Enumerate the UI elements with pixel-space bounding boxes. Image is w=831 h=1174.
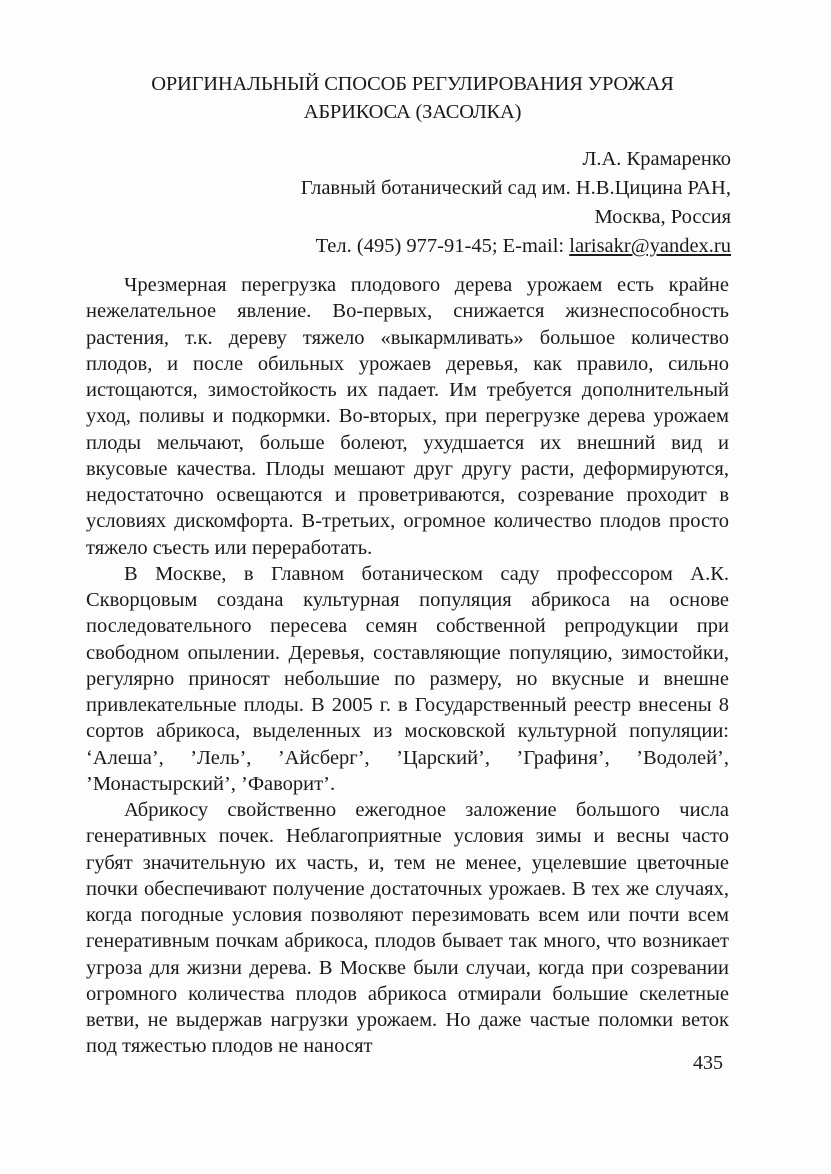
paragraph: Чрезмерная перегрузка плодового дерева урожаем есть крайне нежелательное явление. Во-первых, снижается жизнеспособность растения, т.к. дереву тяжело «выкармливать» большое количество плодов, и после обильных урожаев деревья, как правило, сильно истощаются, зимостойкость их падает. Им требуется дополнительный уход, поливы и подкормки. Во-вторых, при перегрузке дерева урожаем плоды мельчают, больше болеют, ухудшается их внешний вид и вкусовые качества. Плоды мешают друг другу расти, деформируются, недостаточно освещаются и проветриваются, созревание проходит в условиях дискомфорта. В-третьих, огромное количество плодов просто тяжело съесть или переработать. xyxy=(86,274,729,559)
author-institution: Главный ботанический сад им. Н.В.Цицина РАН, xyxy=(300,177,731,199)
email-link[interactable]: larisakr@yandex.ru xyxy=(569,235,731,257)
contacts-text: Тел. (495) 977-91-45; E-mail: xyxy=(315,235,570,257)
paragraph: В Москве, в Главном ботаническом саду профессором А.К. Скворцовым создана культурная популяция абрикоса на основе последовательного пересева семян собственной репродукции при свободном опылении. Деревья, составляющие популяцию, зимостойки, регулярно приносят небольшие по размеру, но вкусные и внешне привлекательные плоды. В 2005 г. в Государственный реестр внесены 8 сортов абрикоса, выделенных из московской культурной популяции: ‘Алеша’, ’Лель’, ’Айсберг’, ’Царский’, ’Графиня’, ’Водолей’, ’Монастырский’, ’Фаворит’. xyxy=(86,562,729,795)
title-line-1: ОРИГИНАЛЬНЫЙ СПОСОБ РЕГУЛИРОВАНИЯ УРОЖАЯ xyxy=(151,73,674,95)
article-title xyxy=(100,70,725,126)
author-contacts xyxy=(301,232,731,261)
title-line-2: АБРИКОСА (ЗАСОЛКА) xyxy=(303,101,522,123)
page-number: 435 xyxy=(693,1052,723,1074)
author-city: Москва, Россия xyxy=(594,206,731,228)
author-block xyxy=(301,145,731,261)
article-body xyxy=(86,272,729,1060)
paragraph: Абрикосу свойственно ежегодное заложение большого числа генеративных почек. Неблагоприятные условия зимы и весны часто губят значительную их часть, и, тем не менее, уцелевшие цветочные почки обеспечивают получение достаточных урожаев. В тех же случаях, когда погодные условия позволяют перезимовать всем или почти всем генеративным почкам абрикоса, плодов бывает так много, что возникает угроза для жизни дерева. В Москве были случаи, когда при созревании огромного количества плодов абрикоса отмирали большие скелетные ветви, не выдержав нагрузки урожаем. Но даже частые поломки веток под тяжестью плодов не наносят xyxy=(86,799,729,1058)
author-name: Л.А. Крамаренко xyxy=(582,148,731,170)
